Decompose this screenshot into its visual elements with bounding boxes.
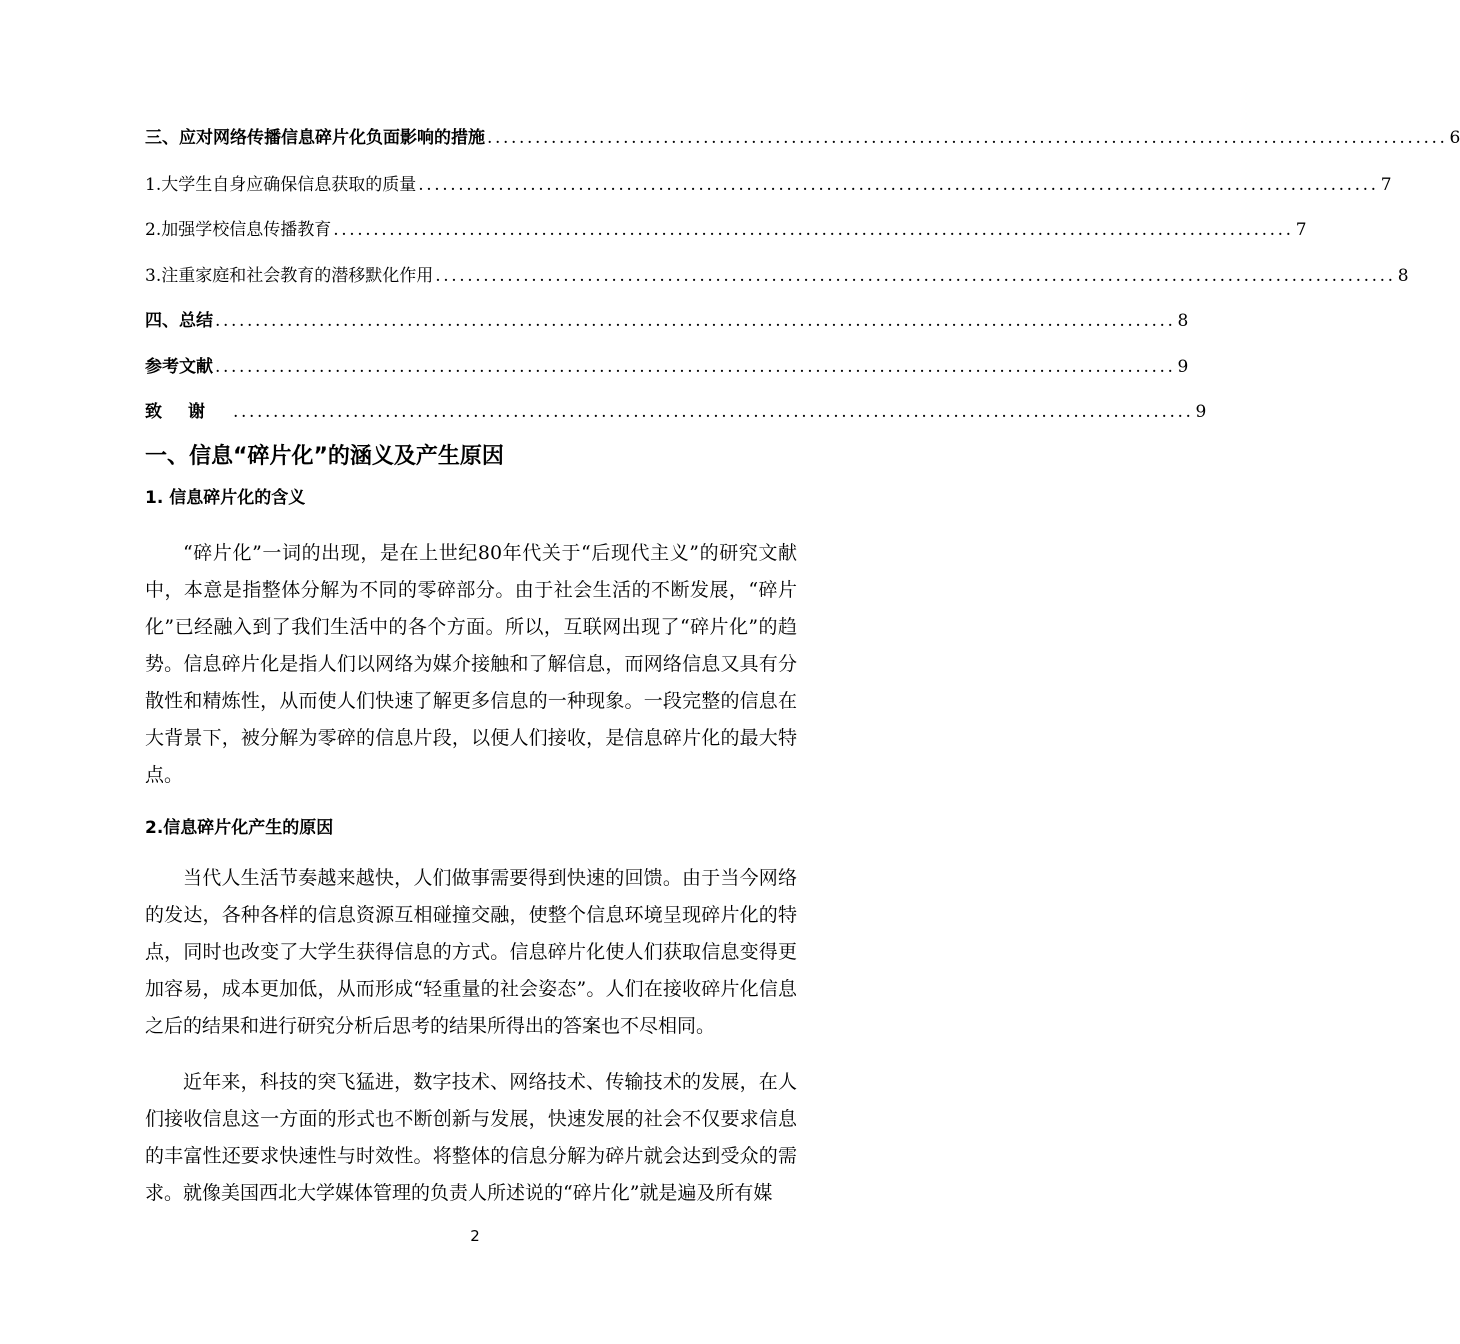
toc-entry-label: 四、总结 — [145, 311, 213, 331]
toc-leader-dots: ........................................................................................................................ — [215, 357, 1176, 377]
toc-entry-page: 9 — [1195, 402, 1207, 422]
body-paragraph: 近年来，科技的突飞猛进，数字技术、网络技术、传输技术的发展，在人们接收信息这一方面的形式也不断创新与发展，快速发展的社会不仅要求信息的丰富性还要求快速性与时效性。将整体的信息分解为碎片就会达到受众的需求。就像美国西北大学媒体管理的负责人所述说的“碎片化”就是遍及所有媒 — [145, 1071, 797, 1204]
toc-entry[interactable] — [145, 215, 1307, 245]
toc-entry-label: 3.注重家庭和社会教育的潜移默化作用 — [145, 266, 434, 286]
section-heading: 一、信息“碎片化”的涵义及产生原因 — [145, 444, 504, 469]
toc-entry[interactable] — [145, 261, 1409, 291]
body-paragraph: “碎片化”一词的出现，是在上世纪80年代关于“后现代主义”的研究文献中，本意是指整体分解为不同的零碎部分。由于社会生活的不断发展，“碎片化”已经融入到了我们生活中的各个方面。所以，互联网出现了“碎片化”的趋势。信息碎片化是指人们以网络为媒介接触和了解信息，而网络信息又具有分散性和精炼性，从而使人们快速了解更多信息的一种现象。一段完整的信息在大背景下，被分解为零碎的信息片段，以便人们接收，是信息碎片化的最大特点。 — [145, 542, 797, 786]
toc-entry[interactable] — [145, 397, 1207, 427]
toc-entry-page: 7 — [1295, 220, 1307, 240]
toc-entry-page: 7 — [1380, 175, 1392, 195]
toc-leader-dots: ........................................................................................................................ — [435, 266, 1396, 286]
subsection-heading: 2.信息碎片化产生的原因 — [145, 818, 334, 838]
toc-entry-page: 8 — [1397, 266, 1409, 286]
toc-leader-dots: ........................................................................................................................ — [215, 311, 1176, 331]
toc-entry[interactable] — [145, 352, 1189, 382]
toc-entry-page: 9 — [1177, 357, 1189, 377]
page-number: 2 — [470, 1227, 480, 1245]
toc-entry-label: 1.大学生自身应确保信息获取的质量 — [145, 175, 417, 195]
toc-leader-dots: ........................................................................................................................ — [333, 220, 1294, 240]
toc-entry-label: 参考文献 — [145, 357, 213, 377]
toc-entry-label: 2.加强学校信息传播教育 — [145, 220, 332, 240]
toc-leader-dots: ........................................................................................................................ — [233, 402, 1194, 422]
toc-entry[interactable] — [145, 306, 1189, 336]
toc-entry-page: 6 — [1449, 128, 1460, 148]
toc-leader-dots: ........................................................................................................................ — [487, 128, 1448, 148]
toc-entry[interactable] — [145, 170, 1392, 200]
body-paragraph: 当代人生活节奏越来越快，人们做事需要得到快速的回馈。由于当今网络的发达，各种各样的信息资源互相碰撞交融，使整个信息环境呈现碎片化的特点，同时也改变了大学生获得信息的方式。信息碎片化使人们获取信息变得更加容易，成本更加低，从而形成“轻重量的社会姿态”。人们在接收碎片化信息之后的结果和进行研究分析后思考的结果所得出的答案也不尽相同。 — [145, 867, 797, 1037]
toc-entry[interactable] — [145, 123, 1460, 153]
toc-entry-page: 8 — [1177, 311, 1189, 331]
subsection-heading: 1. 信息碎片化的含义 — [145, 488, 306, 508]
toc-entry-label: 致谢 — [145, 402, 231, 422]
toc-entry-label: 三、应对网络传播信息碎片化负面影响的措施 — [145, 128, 485, 148]
toc-leader-dots: ........................................................................................................................ — [418, 175, 1379, 195]
